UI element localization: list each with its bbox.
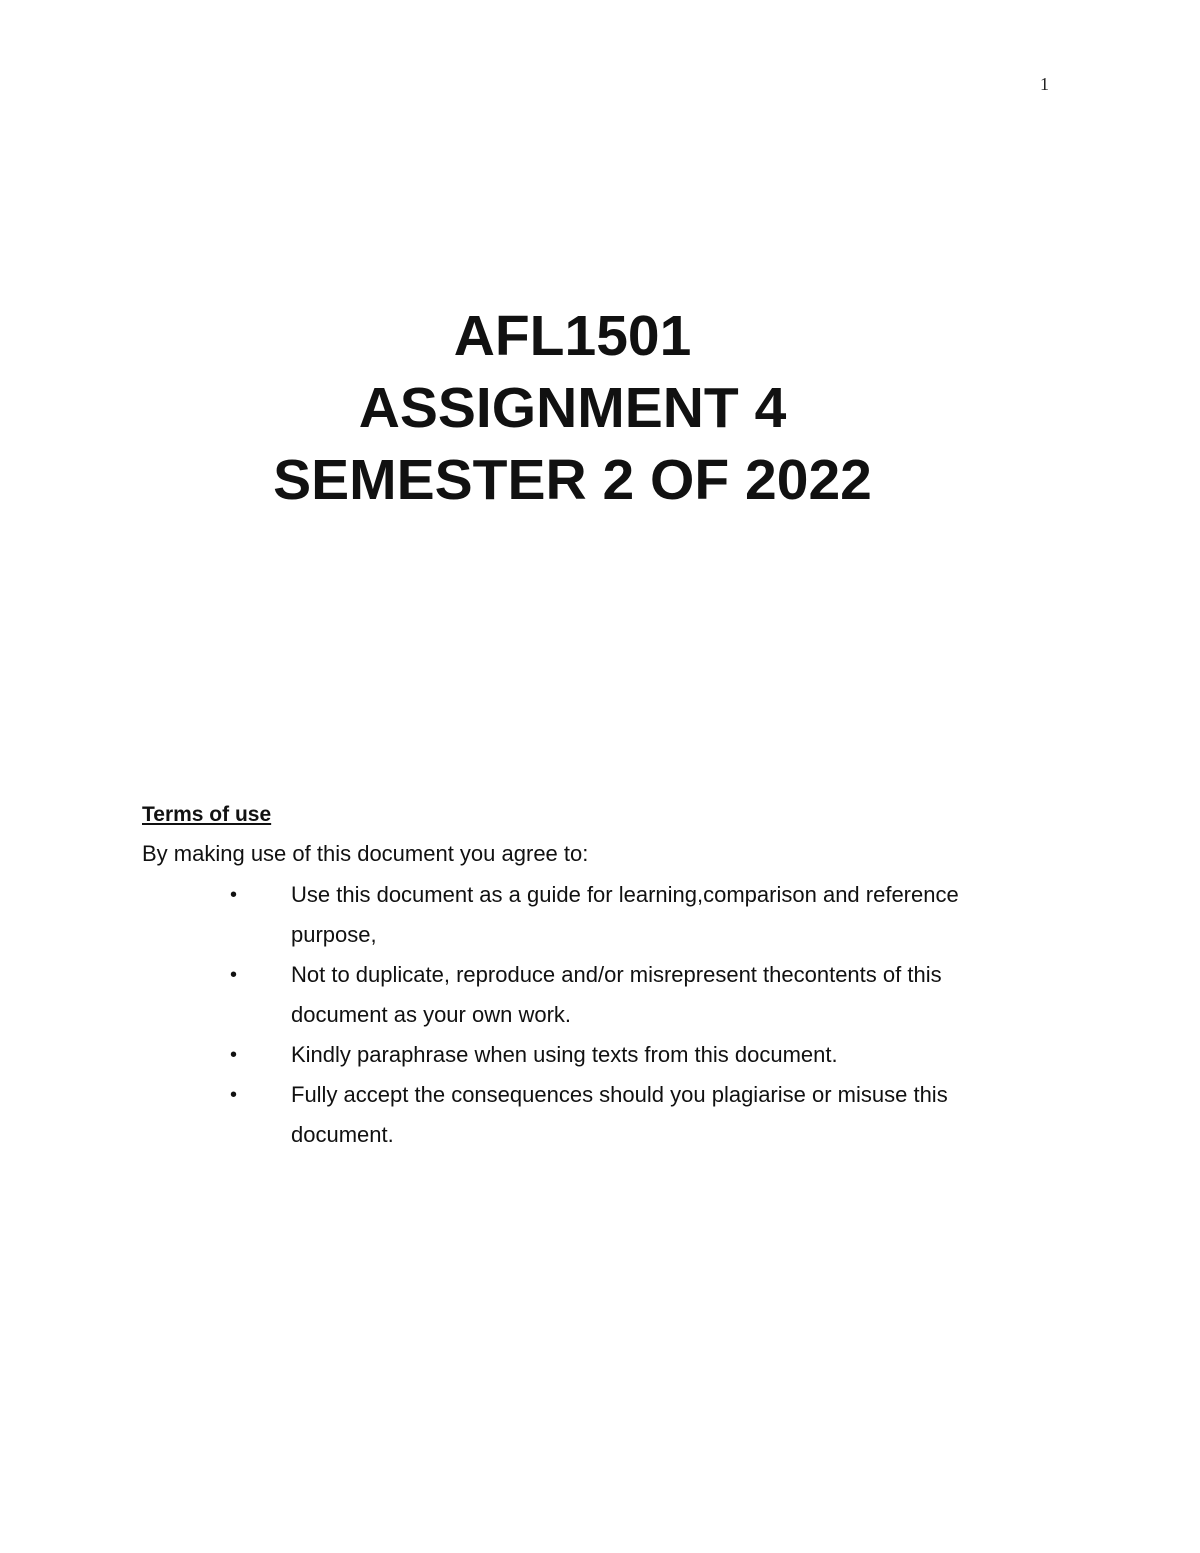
list-item — [142, 1035, 1042, 1075]
list-item-text: Not to duplicate, reproduce and/or misrepresent thecontents of this document as your own work. — [291, 962, 942, 1027]
terms-list — [142, 875, 1042, 1155]
assignment-label: ASSIGNMENT 4 — [358, 376, 787, 440]
list-item-text: Fully accept the consequences should you plagiarise or misuse this document. — [291, 1082, 948, 1147]
terms-heading: Terms of use — [142, 803, 272, 826]
list-item-text: Kindly paraphrase when using texts from this document. — [291, 1042, 838, 1067]
bullet-icon: • — [230, 964, 238, 986]
document-title — [0, 300, 1145, 516]
list-item-text: Use this document as a guide for learning,comparison and reference purpose, — [291, 882, 959, 947]
course-code: AFL1501 — [453, 304, 692, 368]
semester-label: SEMESTER 2 OF 2022 — [273, 448, 872, 512]
list-item — [142, 1075, 1042, 1155]
terms-intro: By making use of this document you agree to: — [142, 841, 589, 866]
list-item — [142, 955, 1042, 1035]
bullet-icon: • — [230, 1084, 238, 1106]
bullet-icon: • — [230, 884, 238, 906]
list-item — [142, 875, 1042, 955]
bullet-icon: • — [230, 1044, 238, 1066]
terms-of-use-section — [142, 800, 1042, 1155]
page-number: 1 — [1040, 74, 1049, 94]
